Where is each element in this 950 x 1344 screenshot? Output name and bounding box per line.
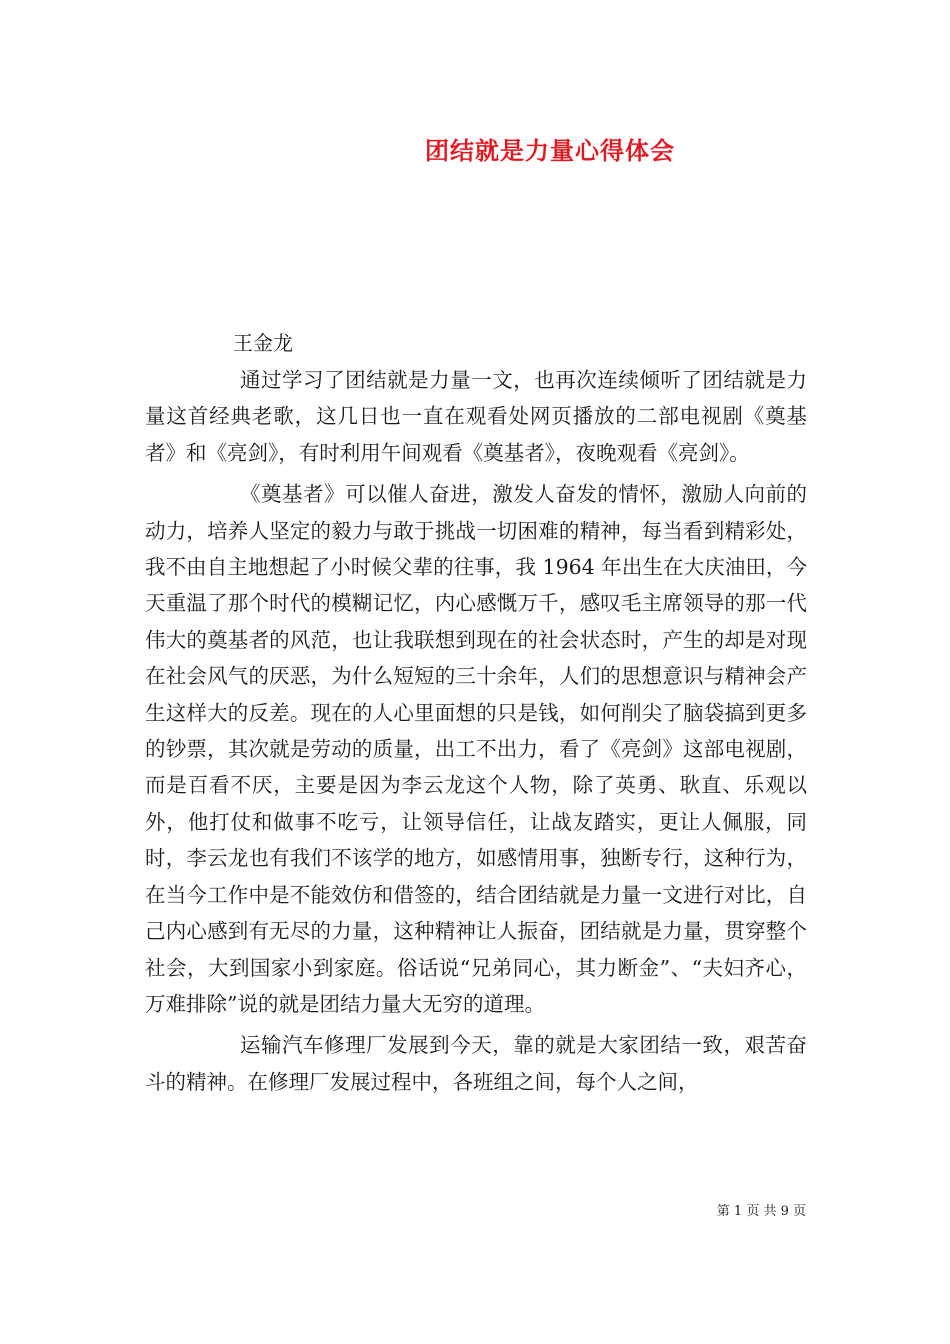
paragraph-3: 运输汽车修理厂发展到今天，靠的就是大家团结一致，艰苦奋斗的精神。在修理厂发展过程中，各班组之间，每个人之间， [145,1033,807,1094]
document-title: 团结就是力量心得体会 [425,136,675,165]
body-text [145,362,807,1100]
page-footer: 第 1 页 共 9 页 [716,1204,806,1219]
paragraph-1: 通过学习了团结就是力量一文，也再次连续倾听了团结就是力量这首经典老歌，这几日也一直在观看处网页播放的二部电视剧《奠基者》和《亮剑》，有时利用午间观看《奠基者》，夜晚观看《亮剑》。 [145,368,807,465]
author-name: 王金龙 [233,331,293,355]
paragraph-2: 《奠基者》可以催人奋进，激发人奋发的情怀，激励人向前的动力，培养人坚定的毅力与敢于挑战一切困难的精神，每当看到精彩处，我不由自主地想起了小时候父辈的往事，我 1964 年出生在大庆油田，今天重温了那个时代的模糊记忆，内心感慨万千，感叹毛主席领导的那一代伟大的奠基者的风范，也让我联想到现在的社会状态时，产生的却是对现在社会风气的厌恶，为什么短短的三十余年，人们的思想意识与精神会产生这样大的反差。现在的人心里面想的只是钱，如何削尖了脑袋搞到更多的钞票，其次就是劳动的质量，出工不出力，看了《亮剑》这部电视剧，而是百看不厌，主要是因为李云龙这个人物，除了英勇、耿直、乐观以外，他打仗和做事不吃亏，让领导信任，让战友踏实，更让人佩服，同时，李云龙也有我们不该学的地方，如感情用事，独断专行，这种行为，在当今工作中是不能效仿和借签的，结合团结就是力量一文进行对比，自己内心感到有无尽的力量，这种精神让人振奋，团结就是力量，贯穿整个社会，大到国家小到家庭。俗话说“兄弟同心，其力断金”、“夫妇齐心，万难排除”说的就是团结力量大无穷的道理。 [145,482,807,1016]
